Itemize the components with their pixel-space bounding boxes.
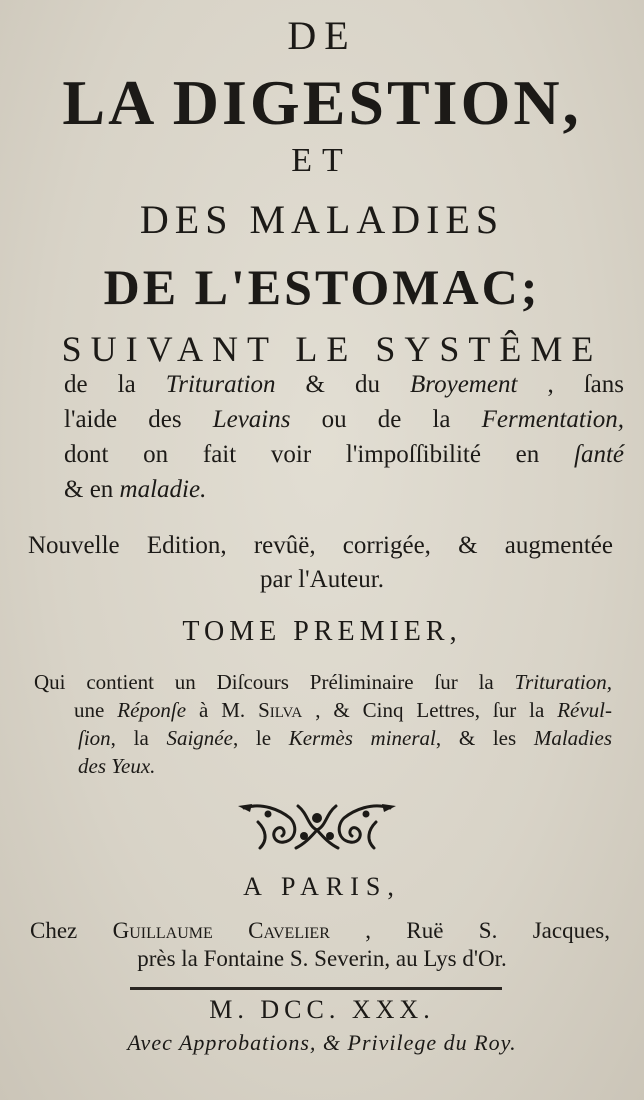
heading-systeme: SUIVANT LE SYSTÊME (61, 329, 603, 369)
description-paragraph (64, 367, 624, 507)
italic-term: Trituration, (514, 670, 612, 694)
description-line-4 (64, 472, 624, 507)
text-fragment: dont on fait voir l'impoſſibilité en (64, 441, 574, 468)
text-fragment: à M. (186, 698, 259, 722)
text-fragment: Qui contient un Diſcours Préliminaire ſur la (34, 670, 515, 694)
text-fragment: , Ruë S. Jacques, (329, 918, 610, 943)
heading-maladies: DES MALADIES (139, 197, 505, 242)
heading-estomac: DE L'ESTOMAC; (103, 259, 541, 315)
text-fragment: , & les (435, 726, 534, 750)
text-fragment: une (74, 698, 118, 722)
italic-term: Saignée (166, 726, 233, 750)
imprint-rule (130, 987, 502, 990)
italic-term: Révul- (557, 698, 612, 722)
italic-term: Kermès mineral (288, 726, 436, 750)
volume-heading: TOME PREMIER, (182, 616, 462, 647)
italic-term: Maladies (533, 726, 613, 750)
approbation-line: Avec Approbations, & Privilege du Roy. (127, 1030, 517, 1055)
author-line: par l'Auteur. (260, 566, 384, 593)
italic-term: Levains (212, 406, 291, 433)
text-fragment: ou de la (290, 406, 482, 433)
italic-term: Broyement (410, 371, 518, 398)
heading-de: DE (287, 13, 357, 58)
imprint-address: près la Fontaine S. Severin, au Lys d'Or. (137, 946, 507, 971)
contents-paragraph (34, 668, 612, 780)
contents-line-4: des Yeux. (78, 754, 156, 778)
text-fragment: , & Cinq Lettres, ſur la (302, 698, 558, 722)
italic-term: Fermentation, (481, 406, 624, 433)
contents-line-1 (34, 668, 612, 696)
italic-term: Trituration (165, 371, 276, 398)
description-line-3 (64, 437, 624, 472)
imprint-place: A PARIS, (243, 872, 401, 901)
text-fragment: , ſans (517, 371, 624, 398)
text-fragment: , le (232, 726, 289, 750)
small-caps-name: Silva (258, 698, 303, 722)
italic-term: Réponſe (117, 698, 187, 722)
main-title: LA DIGESTION, (62, 67, 582, 138)
text-fragment: Chez (30, 918, 113, 943)
description-line-2 (64, 402, 624, 437)
contents-line-2 (34, 696, 612, 724)
imprint-date: M. DCC. XXX. (209, 995, 435, 1024)
italic-term: ſion (78, 726, 111, 750)
heading-et: ET (291, 142, 353, 179)
edition-line: Nouvelle Edition, revûë, corrigée, & augmentée (28, 532, 613, 559)
imprint-printer (30, 918, 610, 944)
text-fragment: & en (64, 476, 120, 503)
italic-term: ſanté (574, 441, 624, 468)
floral-vignette-icon (238, 800, 396, 854)
text-fragment: de la (64, 371, 166, 398)
text-fragment: & du (275, 371, 411, 398)
description-line-1 (64, 367, 624, 402)
italic-term: maladie. (119, 476, 207, 503)
text-fragment: l'aide des (64, 406, 213, 433)
text-fragment: , la (110, 726, 167, 750)
printer-name: Guillaume Cavelier (112, 918, 330, 943)
contents-line-3 (34, 724, 612, 752)
